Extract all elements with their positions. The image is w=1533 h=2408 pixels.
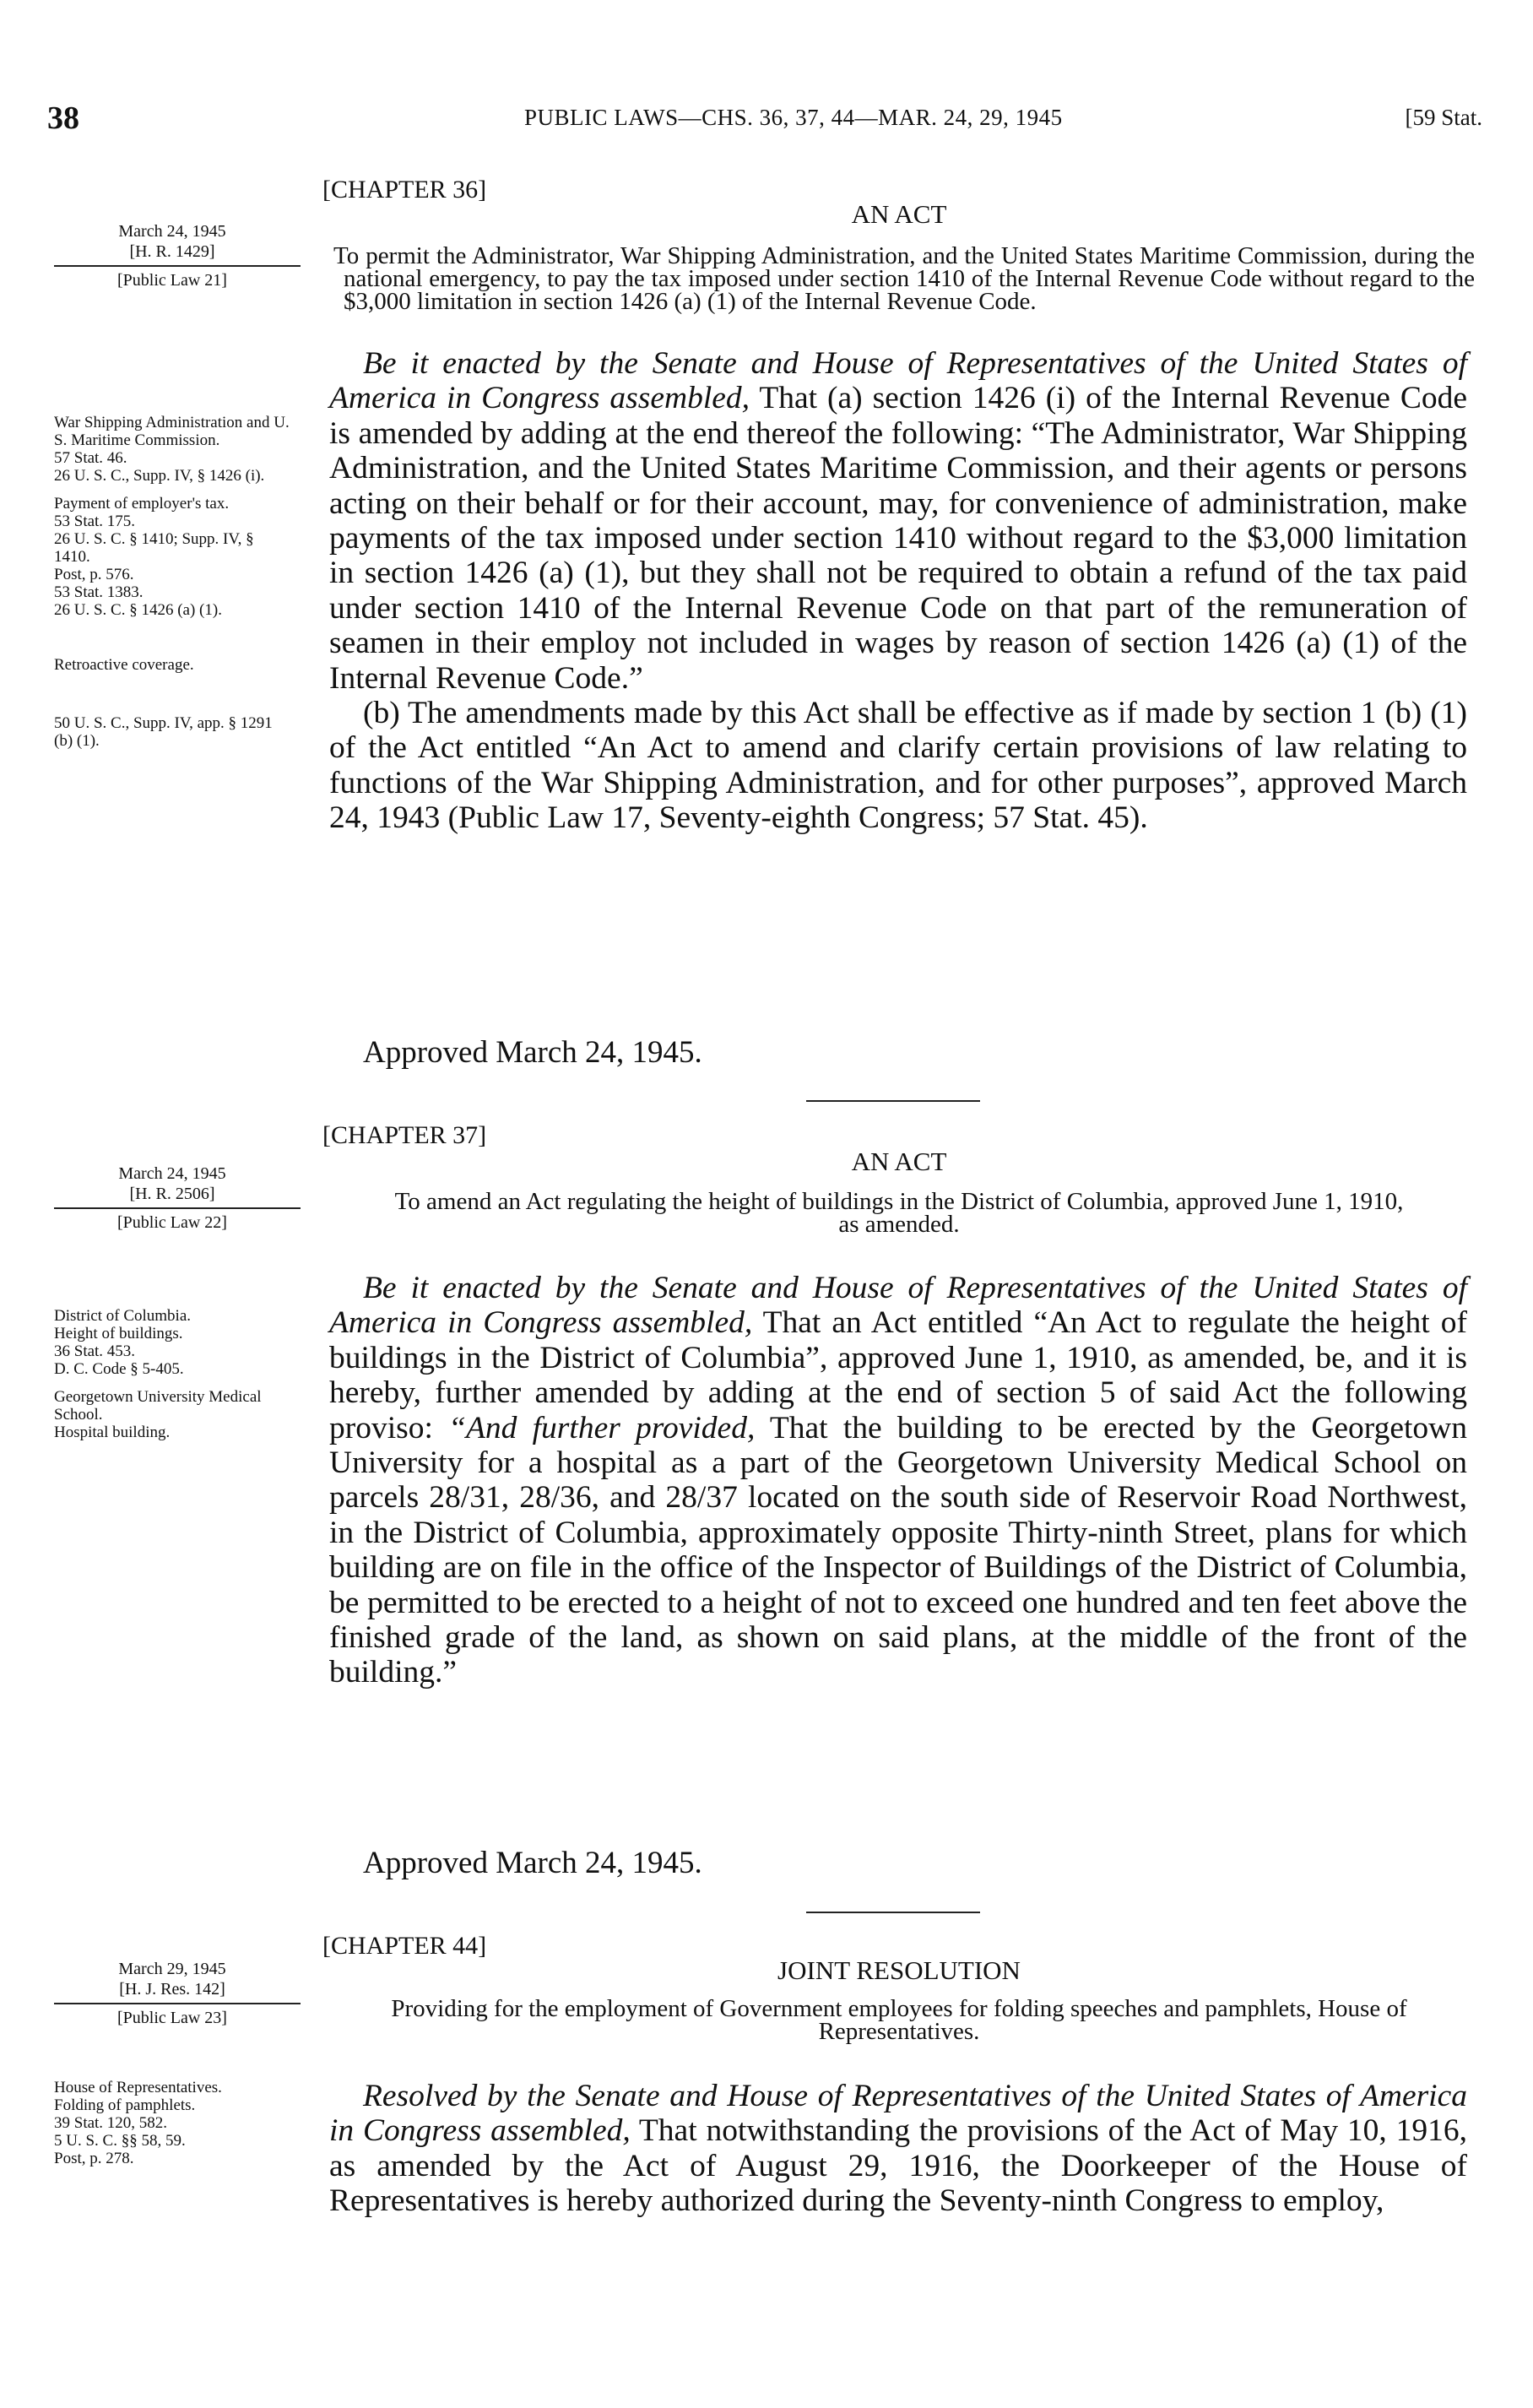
margin-note: 5 U. S. C. §§ 58, 59. xyxy=(54,2132,186,2150)
margin-notes xyxy=(54,414,290,750)
preamble: Providing for the employment of Government employees for folding speeches and pamphlets, House of Representatives. xyxy=(391,1995,1407,2045)
sidenote-date: March 24, 1945 xyxy=(118,1164,226,1183)
chapter-separator xyxy=(806,1912,980,1913)
sidenote-date: March 29, 1945 xyxy=(118,1960,226,1978)
sidenote-public-law: [Public Law 21] xyxy=(117,271,227,290)
sidenote-rule xyxy=(54,265,301,267)
volume-reference: [59 Stat. xyxy=(1405,105,1482,130)
proviso-phrase: “And further provided, xyxy=(448,1410,756,1445)
margin-note: 53 Stat. 175. xyxy=(54,513,136,530)
preamble: To permit the Administrator, War Shipping Administration, and the United States Maritime Commission, during the national emergency, to pay the tax imposed under section 1410 of the Internal Revenue Code without regard to the $3,000 limitation in section 1426 (a) (1) of the Internal Revenue Code. xyxy=(333,242,1475,315)
bill-sidenote xyxy=(54,1163,290,1233)
margin-note: House of Representatives. xyxy=(54,2079,222,2096)
act-body xyxy=(329,1271,1467,1690)
sidenote-bill: [H. R. 2506] xyxy=(129,1185,215,1203)
margin-note: Hospital building. xyxy=(54,1424,171,1441)
chapter-label: [CHAPTER 37] xyxy=(322,1121,487,1149)
section-text: That (a) section 1426 (i) of the Internal Revenue Code is amended by adding at the end thereof the following: “The Administrator, War Shipping Administration, and the United States Maritime Commission, and their agents or persons acting on their behalf or for their account, may, for convenience of administration, make payments of the tax imposed under section 1410 without regard to the $3,000 limitation in section 1426 (a) (1), but they shall not be required to obtain a refund of the tax paid under section 1410 of the Internal Revenue Code on that part of the remuneration of seamen in their employ not included in wages by reason of section 1426 (a) (1) of the Internal Revenue Code.” xyxy=(329,381,1467,696)
margin-note: 39 Stat. 120, 582. xyxy=(54,2114,168,2132)
margin-note: Georgetown University Medical School. xyxy=(54,1388,262,1424)
enacting-clause: Resolved by the Senate and House of Representatives of the United States of America in Congress assembled, xyxy=(329,2079,1467,2149)
sidenote-rule xyxy=(54,2003,301,2004)
running-header xyxy=(47,100,1482,137)
margin-note: Post, p. 576. xyxy=(54,566,134,583)
chapter-label: [CHAPTER 44] xyxy=(322,1932,487,1960)
section-paragraph xyxy=(329,346,1467,696)
enacting-clause: Be it enacted by the Senate and House of Representatives of the United States of America in Congress assembled, xyxy=(329,346,1467,416)
sidenote-rule xyxy=(54,1207,301,1209)
margin-note: War Shipping Administration and U. S. Maritime Commission. xyxy=(54,414,290,449)
act-type-heading: AN ACT xyxy=(851,199,947,229)
chapter-separator xyxy=(806,1100,980,1102)
margin-note: District of Columbia. xyxy=(54,1307,192,1325)
section-paragraph xyxy=(329,2079,1467,2219)
margin-note: 53 Stat. 1383. xyxy=(54,583,144,601)
act-type-heading: JOINT RESOLUTION xyxy=(777,1955,1021,1985)
margin-notes xyxy=(54,2079,290,2167)
sidenote-public-law: [Public Law 23] xyxy=(117,2009,227,2027)
section-paragraph: (b) The amendments made by this Act shall be effective as if made by section 1 (b) (1) of the Act entitled “An Act to amend and clarify certain provisions of law relating to functions of the War Shipping Administration, and for other purposes”, approved March 24, 1943 (Public Law 17, Seventy-eighth Congress; 57 Stat. 45). xyxy=(329,696,1467,836)
margin-note: Payment of employer's tax. xyxy=(54,495,230,513)
act-body xyxy=(329,346,1467,836)
margin-notes xyxy=(54,1307,290,1441)
approval-line: Approved March 24, 1945. xyxy=(363,1846,702,1880)
approval-line: Approved March 24, 1945. xyxy=(363,1035,702,1070)
bill-sidenote xyxy=(54,221,290,290)
margin-note: Retroactive coverage. xyxy=(54,656,194,674)
section-text: That an Act entitled “An Act to regulate the height of buildings in the District of Columbia”, approved June 1, 1910, as amended, be, and it is hereby, further amended by adding at the end of section 5 of said Act the following proviso: xyxy=(329,1305,1467,1445)
margin-note: 26 U. S. C. § 1426 (a) (1). xyxy=(54,601,222,619)
margin-note: Height of buildings. xyxy=(54,1325,183,1342)
sidenote-date: March 24, 1945 xyxy=(118,222,226,241)
section-paragraph xyxy=(329,1271,1467,1690)
sidenote-bill: [H. J. Res. 142] xyxy=(119,1980,225,1999)
section-text: That notwithstanding the provisions of the Act of May 10, 1916, as amended by the Act of August 29, 1916, the Doorkeeper of the House of Representatives is hereby authorized during the Seventy-ninth Congress to employ, xyxy=(329,2113,1467,2219)
margin-note: Folding of pamphlets. xyxy=(54,2096,196,2114)
margin-note: Post, p. 278. xyxy=(54,2150,134,2167)
running-title: PUBLIC LAWS—CHS. 36, 37, 44—MAR. 24, 29, 1945 xyxy=(524,105,1063,130)
proviso-text: That the building to be erected by the Georgetown University for a hospital as a part of the Georgetown University Medical School on parcels 28/31, 28/36, and 28/37 located on the south side of Reservoir Road Northwest, in the District of Columbia, approximately opposite Thirty-ninth Street, plans for which building are on file in the office of the Inspector of Buildings of the District of Columbia, be permitted to be erected to a height of not to exceed one hundred and ten feet above the finished grade of the land, as shown on said plans, at the middle of the front of the building.” xyxy=(329,1410,1467,1690)
chapter-label: [CHAPTER 36] xyxy=(322,176,487,203)
margin-note: 26 U. S. C., Supp. IV, § 1426 (i). xyxy=(54,467,265,485)
page-number: 38 xyxy=(47,100,79,136)
margin-note: 57 Stat. 46. xyxy=(54,449,127,467)
sidenote-bill: [H. R. 1429] xyxy=(129,242,215,261)
preamble: To amend an Act regulating the height of buildings in the District of Columbia, approved June 1, 1910, as amended. xyxy=(394,1188,1404,1238)
bill-sidenote xyxy=(54,1959,290,2028)
margin-note: 50 U. S. C., Supp. IV, app. § 1291 (b) (1). xyxy=(54,714,273,750)
margin-note: 36 Stat. 453. xyxy=(54,1342,136,1360)
act-type-heading: AN ACT xyxy=(851,1147,947,1176)
act-body xyxy=(329,2079,1467,2219)
margin-note: D. C. Code § 5-405. xyxy=(54,1360,184,1378)
enacting-clause: Be it enacted by the Senate and House of Representatives of the United States of America in Congress assembled, xyxy=(329,1271,1467,1341)
sidenote-public-law: [Public Law 22] xyxy=(117,1213,227,1232)
margin-note: 26 U. S. C. § 1410; Supp. IV, § 1410. xyxy=(54,530,254,566)
